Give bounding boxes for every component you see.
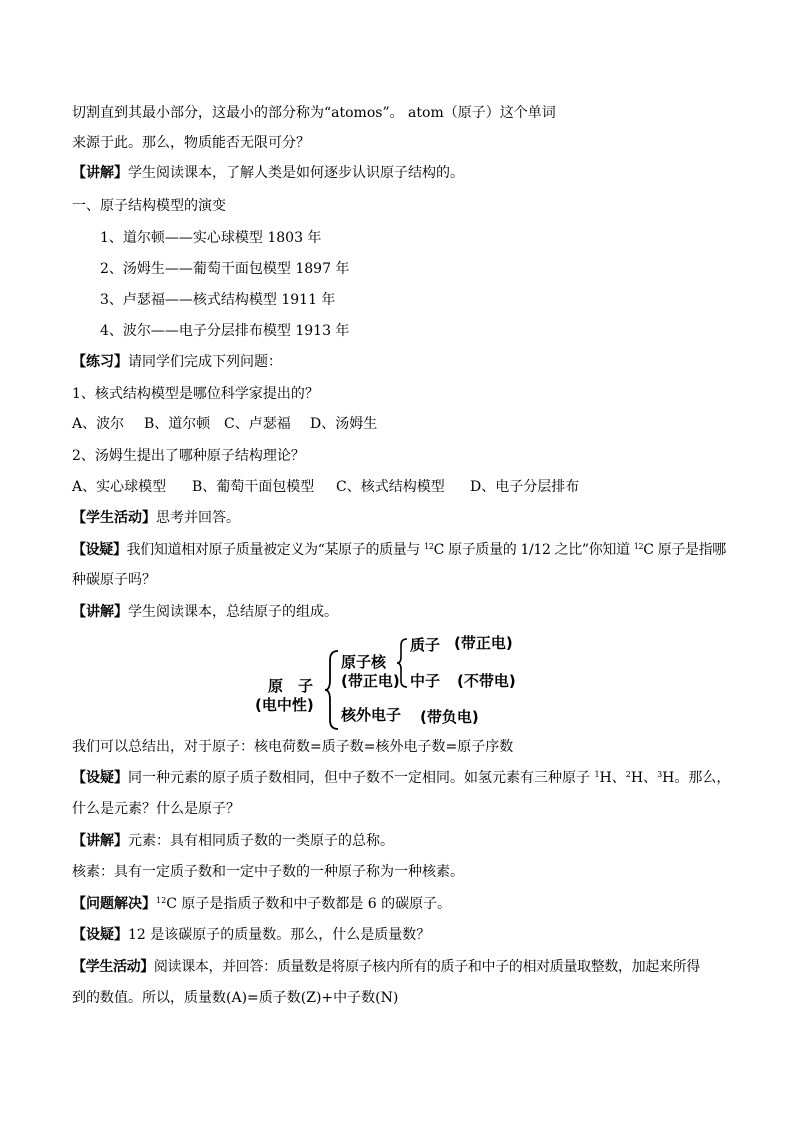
activity-tag: 【学生活动】: [72, 510, 156, 526]
mass-number-sup: 12: [424, 542, 434, 551]
query-text: 同一种元素的原子质子数相同，但中子数不一定相同。如氢元素有三种原子: [128, 770, 595, 786]
query-text: 12 是该碳原子的质量数。那么，什么是质量数？: [128, 927, 431, 943]
outer-brace-icon: [324, 650, 340, 730]
lecture-tag: 【讲解】: [72, 833, 128, 849]
electron-note: (带负电): [420, 708, 479, 726]
query-text: 我们知道相对原子质量被定义为“某原子的质量与: [126, 542, 425, 558]
q2-option-d: D、电子分层排布: [470, 479, 580, 495]
question-1-stem: 1、核式结构模型是哪位科学家提出的？: [72, 386, 319, 402]
q2-option-a: A、实心球模型: [72, 479, 167, 495]
inner-brace-icon: [396, 638, 408, 688]
activity-paragraph-2-line-2: 到的数值。所以，质量数(A)=质子数(Z)+中子数(N): [72, 990, 399, 1006]
intro-line-2: 来源于此。那么，物质能否无限可分？: [72, 135, 310, 151]
model-item-3: 3、卢瑟福——核式结构模型 1911 年: [100, 292, 336, 308]
q1-option-d: D、汤姆生: [310, 416, 378, 432]
practice-paragraph: [72, 352, 282, 372]
lecture-paragraph-1: [72, 163, 464, 183]
electron-label: 核外电子: [341, 706, 402, 724]
nucleus-label: 原子核: [341, 653, 387, 671]
atom-structure-diagram: [250, 630, 550, 730]
mass-number-sup: 12: [156, 896, 167, 905]
mass-number-sup: 12: [633, 542, 644, 551]
solution-text: C 原子是指质子数和中子数都是 6 的碳原子。: [166, 896, 452, 912]
q2-option-c: C、核式结构模型: [336, 479, 445, 495]
q1-option-a: A、波尔: [72, 416, 125, 432]
query-text: C 原子质量的 1/12 之比”你知道: [433, 542, 634, 558]
lecture-tag: 【讲解】: [72, 165, 128, 181]
activity-text: 阅读课本，并回答：质量数是将原子核内所有的质子和中子的相对质量取整数，加起来所得: [153, 959, 700, 975]
nucleus-note: (带正电): [341, 672, 400, 690]
isotope-sup: 2: [625, 770, 631, 779]
solution-paragraph: [72, 894, 451, 914]
model-item-1: 1、道尔顿——实心球模型 1803 年: [100, 230, 322, 246]
neutron-note: (不带电): [457, 672, 516, 690]
model-item-2: 2、汤姆生——葡萄干面包模型 1897 年: [100, 261, 350, 277]
atom-note: (电中性): [255, 696, 314, 714]
activity-paragraph-2: [72, 957, 700, 977]
question-2-options: [72, 477, 579, 497]
query-paragraph-2-line-2: 什么是元素？什么是原子？: [72, 801, 240, 817]
lecture-tag: 【讲解】: [72, 604, 128, 620]
lecture-paragraph-3: [72, 831, 394, 851]
proton-note: (带正电): [454, 634, 513, 652]
question-1-options: [72, 414, 377, 434]
summary-line: 我们可以总结出，对于原子：核电荷数=质子数=核外电子数=原子序数: [72, 739, 514, 755]
query-paragraph-3: [72, 925, 430, 945]
section-title: 一、原子结构模型的演变: [72, 198, 226, 214]
query-text: H、: [630, 770, 658, 786]
lecture-text: 元素：具有相同质子数的一类原子的总称。: [128, 833, 394, 849]
proton-label: 质子: [410, 636, 441, 654]
query-text: H、: [599, 770, 626, 786]
model-item-4: 4、波尔——电子分层排布模型 1913 年: [100, 323, 350, 339]
practice-tag: 【练习】: [72, 354, 128, 370]
query-paragraph-2: [72, 768, 730, 788]
lecture-text: 学生阅读课本，总结原子的组成。: [128, 604, 338, 620]
query-text: C 原子是指哪: [643, 542, 726, 558]
activity-tag: 【学生活动】: [72, 959, 154, 975]
activity-paragraph-1: [72, 508, 240, 528]
lecture-paragraph-2: [72, 602, 338, 622]
query-paragraph-1-line-2: 种碳原子吗？: [72, 572, 156, 588]
question-2-stem: 2、汤姆生提出了哪种原子结构理论？: [72, 448, 305, 464]
intro-line-1: 切割直到其最小部分，这最小的部分称为“atomos”。 atom（原子）这个单词: [72, 105, 556, 121]
isotope-sup: 1: [594, 770, 600, 779]
q1-option-c: C、卢瑟福: [224, 416, 291, 432]
isotope-sup: 3: [657, 770, 663, 779]
query-tag: 【设疑】: [72, 770, 128, 786]
query-tag: 【设疑】: [72, 542, 127, 558]
q2-option-b: B、葡萄干面包模型: [192, 479, 315, 495]
query-paragraph-1: [72, 540, 726, 560]
atom-label: 原 子: [268, 677, 314, 695]
q1-option-b: B、道尔顿: [144, 416, 211, 432]
lecture-text: 学生阅读课本，了解人类是如何逐步认识原子结构的。: [128, 165, 464, 181]
neutron-label: 中子: [410, 672, 441, 690]
query-text: H。那么，: [662, 770, 731, 786]
nuclide-definition: 核素：具有一定质子数和一定中子数的一种原子称为一种核素。: [72, 864, 464, 880]
solution-tag: 【问题解决】: [72, 896, 156, 912]
activity-text: 思考并回答。: [156, 510, 240, 526]
practice-text: 请同学们完成下列问题：: [128, 354, 282, 370]
query-tag: 【设疑】: [72, 927, 128, 943]
